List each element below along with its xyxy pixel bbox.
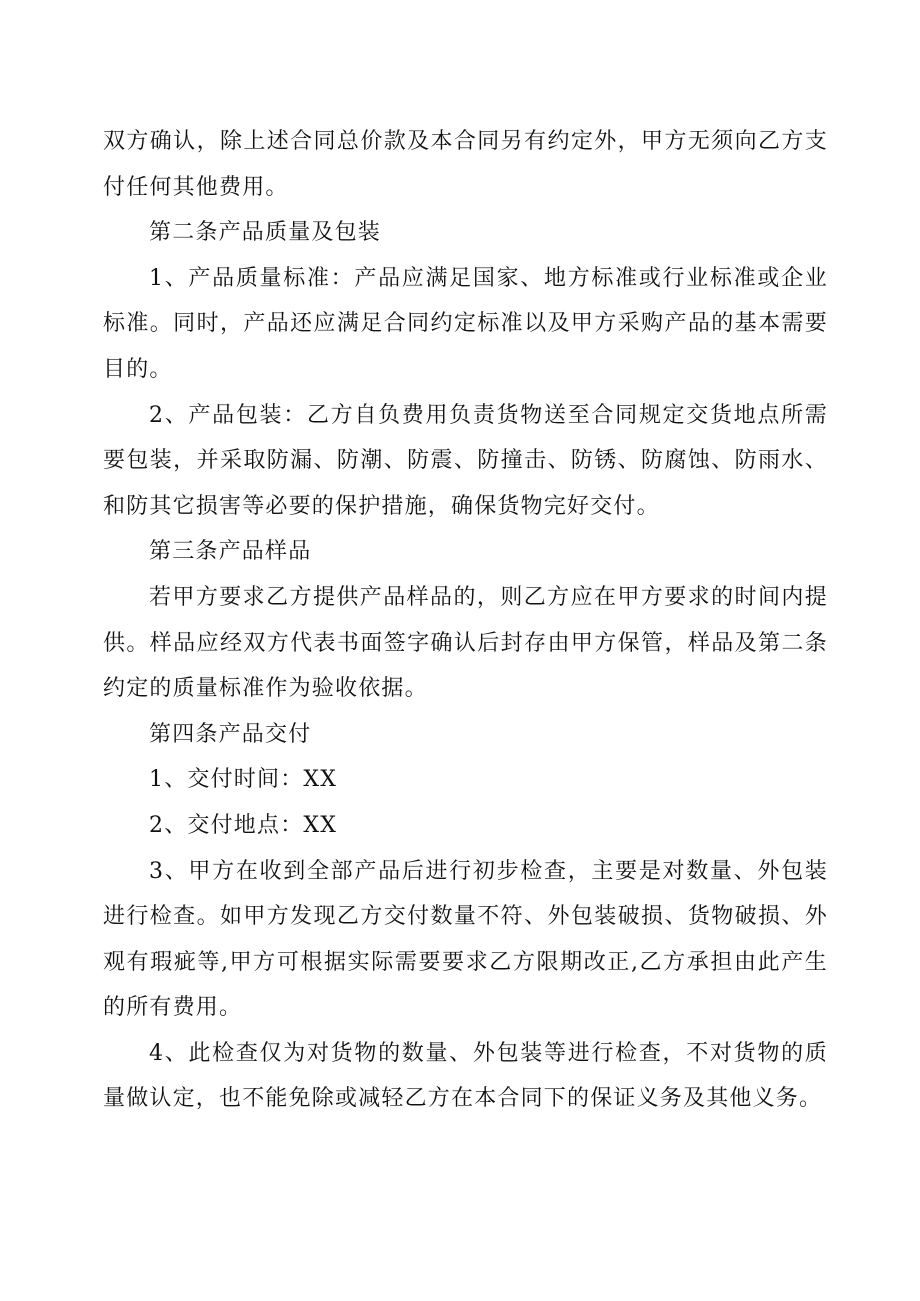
paragraph-quality-standard: 1、产品质量标准：产品应满足国家、地方标准或行业标准或企业标准。同时，产品还应满足合同约定标准以及甲方采购产品的基本需要目的。: [103, 265, 828, 382]
paragraph-packaging: 2、产品包装：乙方自负费用负责货物送至合同规定交货地点所需要包装，并采取防漏、防潮、防震、防撞击、防锈、防腐蚀、防雨水、和防其它损害等必要的保护措施，确保货物完好交付。: [103, 402, 828, 519]
paragraph-payment-confirmation: 双方确认，除上述合同总价款及本合同另有约定外，甲方无须向乙方支付任何其他费用。: [103, 129, 828, 200]
paragraph-samples: 若甲方要求乙方提供产品样品的，则乙方应在甲方要求的时间内提供。样品应经双方代表书面签字确认后封存由甲方保管，样品及第二条约定的质量标准作为验收依据。: [103, 584, 828, 702]
paragraph-delivery-location: 2、交付地点：XX: [149, 812, 338, 838]
heading-article-2: 第二条产品质量及包装: [149, 220, 382, 246]
document-page: [103, 119, 828, 1122]
heading-article-3: 第三条产品样品: [149, 539, 312, 565]
paragraph-delivery-time: 1、交付时间：XX: [149, 767, 338, 793]
heading-article-4: 第四条产品交付: [149, 721, 312, 747]
paragraph-initial-inspection: 3、甲方在收到全部产品后进行初步检查，主要是对数量、外包装进行检查。如甲方发现乙方交付数量不符、外包装破损、货物破损、外观有瑕疵等,甲方可根据实际需要要求乙方限期改正,乙方承担由此产生的所有费用。: [103, 858, 828, 1021]
paragraph-inspection-scope: 4、此检查仅为对货物的数量、外包装等进行检查，不对货物的质量做认定，也不能免除或减轻乙方在本合同下的保证义务及其他义务。: [103, 1040, 828, 1112]
